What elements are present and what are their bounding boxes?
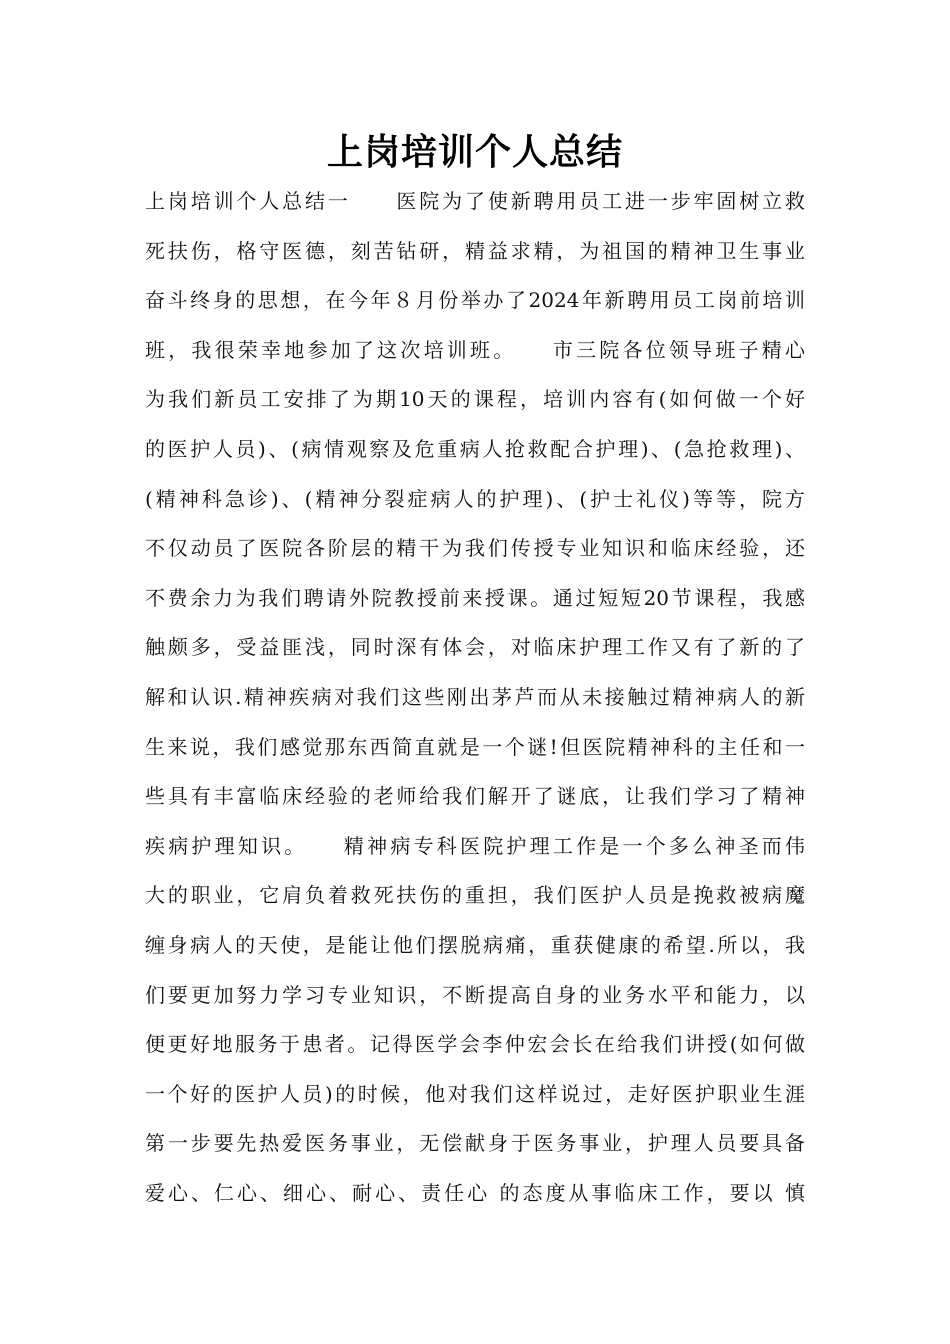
- body-line-20: 第一步要先热爱医务事业，无偿献身于医务事业，护理人员要具备: [145, 1131, 805, 1156]
- body-line-14: 疾病护理知识。 精神病专科医院护理工作是一个多么神圣而伟: [145, 833, 805, 858]
- body-line-4: 班，我很荣幸地参加了这次培训班。 市三院各位领导班子精心: [145, 337, 805, 362]
- body-line-21: 爱心、仁心、细心、耐心、责任心 的态度从事临床工作，要以 慎: [145, 1180, 805, 1205]
- body-line-1: 上岗培训个人总结一 医院为了使新聘用员工进一步牢固树立救: [145, 189, 805, 213]
- document-body: [145, 177, 805, 1218]
- body-line-19: 一个好的医护人员)的时候，他对我们这样说过，走好医护职业生涯: [145, 1081, 805, 1106]
- body-line-16: 缠身病人的天使，是能让他们摆脱病痛，重获健康的希望.所以，我: [145, 932, 805, 957]
- body-line-8: 不仅动员了医院各阶层的精干为我们传授专业知识和临床经验，还: [145, 536, 805, 561]
- document-title: 上岗培训个人总结: [326, 132, 623, 173]
- body-line-6: 的医护人员)、(病情观察及危重病人抢救配合护理)、(急抢救理)、: [145, 436, 805, 461]
- body-line-15: 大的职业，它肩负着救死扶伤的重担，我们医护人员是挽救被病魔: [145, 883, 805, 908]
- body-line-2: 死扶伤，格守医德，刻苦钻研，精益求精，为祖国的精神卫生事业: [145, 238, 805, 263]
- body-line-12: 生来说，我们感觉那东西简直就是一个谜!但医院精神科的主任和一: [145, 734, 805, 759]
- body-line-10: 触颇多，受益匪浅，同时深有体会，对临床护理工作又有了新的了: [145, 635, 805, 660]
- body-line-13: 些具有丰富临床经验的老师给我们解开了谜底，让我们学习了精神: [145, 784, 805, 809]
- body-line-11: 解和认识.精神疾病对我们这些刚出茅芦而从未接触过精神病人的新: [145, 684, 805, 709]
- body-line-9: 不费余力为我们聘请外院教授前来授课。通过短短20节课程，我感: [145, 585, 805, 610]
- body-line-7: (精神科急诊)、(精神分裂症病人的护理)、(护士礼仪)等等，院方: [145, 486, 805, 511]
- body-line-5: 为我们新员工安排了为期10天的课程，培训内容有(如何做一个好: [145, 387, 805, 412]
- body-line-17: 们要更加努力学习专业知识，不断提高自身的业务水平和能力，以: [145, 982, 805, 1007]
- body-line-18: 便更好地服务于患者。记得医学会李仲宏会长在给我们讲授(如何做: [145, 1032, 805, 1057]
- body-line-3: 奋斗终身的思想，在今年８月份举办了2024年新聘用员工岗前培训: [145, 288, 805, 313]
